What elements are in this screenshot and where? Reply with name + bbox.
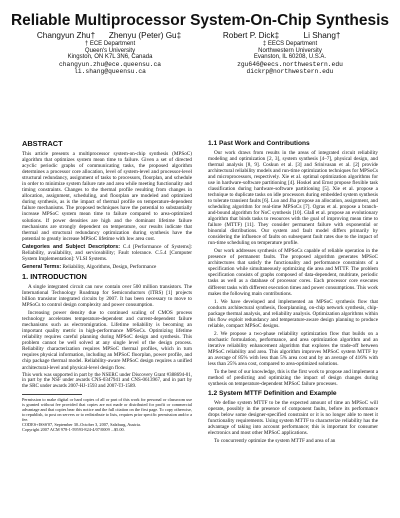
section-heading: 1. INTRODUCTION <box>22 271 87 281</box>
copyright-notice <box>22 397 192 432</box>
affiliation-line: Queen's University <box>84 47 136 54</box>
categories-label: Categories and Subject Descriptors: <box>22 243 120 250</box>
paragraph: 2. We propose a two-phase reliability optimization flow that builds on a stochastic formulation, performance, and area optimization algorithm and an iterative reliability enhancement algorithm that explores the trade-off between MPSoC reliability and area. This algorithm improves MPSoC system MTTF by an average of 85% with less than 5% area cost and by an average of 416% with less than 25% area cost, compared to area-optimized solutions. <box>208 330 378 368</box>
email-address[interactable]: changyun.zhu@ece.queensu.ca <box>58 60 162 68</box>
conference-info: CODES+ISSS'07, September 30–October 3, 2007, Salzburg, Austria. <box>22 421 142 427</box>
paragraph: Our work addresses synthesis of MPSoCs capable of reliable operation in the presence of permanent faults. The proposed algorithm generates MPSoC architectures that satisfy the functionality and performance constraints of a specification while simultaneously optimizing die area and MTTF. The problem specification consists of graphs composed of data-dependent, multirate, periodic tasks as well as a database of processor cores. Each processor core executes different tasks with different execution times and power consumptions. This work makes the following main contributions. <box>208 248 378 297</box>
support-footnote: This work was supported in part by the NSERC under Discovery Grant #388694-01, in part by the NSF under awards CNS-0347941 and CNS-0613967, and in part by the SRC under awards 2007-HJ-1593 and 2007-TJ-1589. <box>22 372 192 390</box>
footnote-divider <box>22 394 82 395</box>
paragraph: A single integrated circuit can now contain over 500 million transistors. The International Technology Roadmap for Semiconductors (ITRS) [1] projects billion transistor integrated circuits by 2007. It has been necessary to move to MPSoCs to control design complexity and power consumption. <box>22 283 192 309</box>
left-column <box>22 140 192 432</box>
categories-text: C.4 [Performance of Systems]: Reliability, availability, and serviceability; Fault tolerance. C.5.4 [Computer System Implementation]: VLSI Systems. <box>22 243 192 262</box>
abstract-heading: ABSTRACT <box>22 139 63 148</box>
copyright-line: Copyright 2007 ACM 978-1-59593-824-4/07/0009 ...$5.00. <box>22 426 125 432</box>
author-name: Zhenyu (Peter) Gu‡ <box>108 31 182 40</box>
paragraph: To the best of our knowledge, this is the first work to propose and implement a method of predicting and optimizing the impact of design changes during synthesis on temperature-dependent MPSoC failure processes. <box>208 369 378 388</box>
author-3 <box>208 31 294 40</box>
affiliation-line: † ECE Department <box>84 41 136 47</box>
email-address[interactable]: dickrp@northwestern.edu <box>246 67 334 75</box>
author-name: Changyun Zhu† <box>36 31 96 40</box>
terms-label: General Terms: <box>22 263 62 270</box>
affiliation-line: Northwestern University <box>258 47 322 54</box>
author-1 <box>30 31 102 40</box>
subsection-heading: 1.2 System MTTF Definition and Example <box>208 390 337 398</box>
author-4 <box>292 31 352 40</box>
author-name: Li Shang† <box>303 31 341 40</box>
paragraph: 1. We have developed and implemented an MPSoC synthesis flow that conducts architectural synthesis, floorplanning, on-chip network synthesis, chip-package thermal analysis, and reliability analysis. Optimization algorithms within this flow exploit redundancy and temperature-aware design planning to produce reliable, compact MPSoC designs. <box>208 298 378 329</box>
terms-text: Reliability, Algorithms, Design, Performance <box>62 263 157 270</box>
copyright-text: Permission to make digital or hard copies of all or part of this work for personal or classroom use is granted without fee provided that copies are not made or distributed for profit or commercial advantage and that copies bear this notice and the full citation on the first page. To copy otherwise, to republish, to post on servers or to redistribute to lists, requires prior specific permission and/or a fee. <box>22 396 192 422</box>
subsection-heading: 1.1 Past Work and Contributions <box>208 140 310 147</box>
email-address[interactable]: zgu646@eecs.northwestern.edu <box>237 60 343 68</box>
paper-title: Reliable Multiprocessor System-On-Chip Synthesis <box>10 12 390 29</box>
affiliation-left <box>30 41 190 75</box>
categories <box>22 244 192 262</box>
paragraph: Increasing power density due to continued scaling of CMOS process technology accelerates temperature-dependent and current-dependent failure mechanisms such as electromigration. Lifetime reliability is becoming an important quality metric in high-performance MPSoCs. Optimizing lifetime reliability requires careful planning during MPSoC design and synthesis. This problem cannot be well solved at any single level of the design process. Reliability characterization requires MPSoC thermal profiles, which in turn requires physical information, including an MPSoC floorplan, power profile, and chip package thermal model. Reliability-aware MPSoC design requires a unified architectural-level and physical-level design flow. <box>22 310 192 371</box>
affiliation-line: Kingston, ON K7L 3N6, Canada <box>67 54 153 61</box>
general-terms <box>22 264 192 270</box>
author-2 <box>100 31 190 40</box>
author-name: Robert P. Dick‡ <box>222 31 280 40</box>
paragraph: Our work draws from results in the areas of integrated circuit reliability modeling and optimization [2, 3], system synthesis [4–7], physical design, and thermal analysis [8, 9]. Coskun et al. [3] and Srinivasan et al. [2] provide architectural reliability models and run-time optimization techniques for MPSoCs and microprocessors, respectively. Xie et al. optimal optimization algorithms for use in hardware-software partitioning [4]. Hoskel and Ernst propose flexible task classification during hardware-software partitioning [5]. Xie et al. propose a technique to duplicate tasks on idle processors during embedded system synthesis to tolerate transient faults [6]. Luo and Jha propose an allocation, assignment, and scheduling algorithm for real-time MPSoCs [7]. Ogras et al. propose a branch-and-bound algorithm for NoC synthesis [10]. Glaß et al. propose an evolutionary algorithm that binds tasks to resources with the goal of improving mean time to failure (MTTF) [11]. They consider permanent failure with exponential or binomial distributions. Our system and fault model differs primarily by considering the influence of faults on subsequent fault rates due to the impact of run-time scheduling on temperature profile. <box>208 149 378 247</box>
right-column <box>208 140 378 446</box>
affiliation-right <box>210 41 370 75</box>
paragraph: We define system MTTF to be the expected amount of time an MPSoC will operate, possibly in the presence of component faults, before its performance drops below some designer-specified constraint or it is no longer able to meet it functionality requirements. Using system MTTF to characterize reliability has the advantage of taking into account performance; this is important for consumer electronics and most other MPSoC applications. <box>208 399 378 437</box>
affiliation-line: Evanston, IL 60208, U.S.A. <box>253 54 327 61</box>
email-address[interactable]: li.shang@queensu.ca <box>74 67 146 75</box>
abstract-text: This article presents a multiprocessor system-on-chip synthesis (MPSoC) algorithm that optimizes system mean time to failure. Given a set of directed acyclic periodic graphs of communicating tasks, the proposed algorithm determines a processor core allocation, level of system-level and processor-level structural redundancy, assignment of tasks to processors, floorplan, and schedule in order to minimize system failure rate and area while meeting functionality and timing constraints. Changes to the thermal profile resulting from changes in allocation, assignment, scheduling, and floorplan are modeled and optimized during synthesis, as is the impact of thermal profile on temperature-dependent failure mechanisms. The proposed techniques have the potential to substantially increase MPSoC system mean time to failure compared to area-optimized solutions. If power densities are high and the dominant lifetime failure mechanisms are strongly dependent on temperature, our results indicate that thermal and structural redundancy optimization during synthesis have the potential to greatly increase MPSoC lifetime with low area cost. <box>22 151 192 242</box>
affiliation-line: ‡ EECS Department <box>262 41 318 47</box>
paragraph: To concurrently optimize the system MTTF and area of an <box>214 438 336 445</box>
